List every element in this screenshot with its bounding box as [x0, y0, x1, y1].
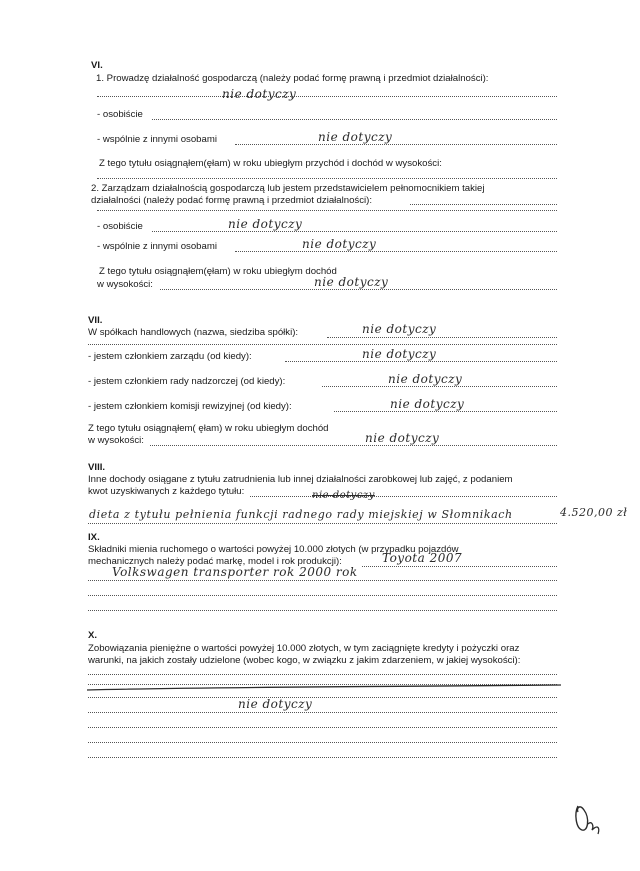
handwritten-answer: Toyota 2007 [382, 551, 463, 565]
answer-line [152, 231, 557, 232]
question-text: Inne dochody osiągane z tytułu zatrudnienia lub innej działalności zarobkowej lub zajęć, z podaniem [88, 474, 513, 485]
field-label: Z tego tytułu osiągnąłem(ęłam) w roku ubiegłym przychód i dochód w wysokości: [99, 158, 442, 169]
answer-line [235, 144, 557, 145]
answer-line [97, 210, 557, 211]
answer-line [152, 119, 557, 120]
answer-line [250, 496, 557, 497]
signature-initials [570, 800, 610, 840]
answer-line [362, 566, 557, 567]
handwritten-answer: nie dotyczy [238, 697, 313, 711]
field-label: Z tego tytułu osiągnąłem( ęłam) w roku ubiegłym dochód [88, 423, 329, 434]
answer-line [322, 386, 557, 387]
answer-line [235, 251, 557, 252]
handwritten-strike-line [85, 683, 565, 693]
answer-line [285, 361, 557, 362]
section-title: VII. [88, 315, 103, 326]
answer-line [97, 178, 557, 179]
section-title: X. [88, 630, 98, 641]
answer-line [88, 610, 557, 611]
question-text: Składniki mienia ruchomego o wartości powyżej 10.000 złotych (w przypadku pojazdów [88, 544, 459, 555]
handwritten-answer: nie dotyczy [228, 217, 303, 231]
field-label: Z tego tytułu osiągnąłem(ęłam) w roku ubiegłym dochód [99, 266, 337, 277]
question-text: warunki, na jakich zostały udzielone (wobec kogo, w związku z jakim zdarzeniem, w jakiej wysokości): [88, 655, 521, 666]
field-label: W spółkach handlowych (nazwa, siedziba spółki): [88, 327, 299, 338]
question-text: kwot uzyskiwanych z każdego tytułu: [88, 486, 245, 497]
answer-line [88, 712, 557, 713]
handwritten-answer: Volkswagen transporter rok 2000 rok [112, 565, 358, 579]
field-label: - jestem członkiem komisji rewizyjnej (od kiedy): [88, 401, 292, 412]
field-label: - jestem członkiem rady nadzorczej (od kiedy): [88, 376, 286, 387]
field-label: w wysokości: [97, 279, 153, 290]
answer-line [327, 337, 557, 338]
field-label: w wysokości: [88, 435, 144, 446]
handwritten-amount: 4.520,00 zł [560, 506, 628, 519]
answer-line [88, 727, 557, 728]
question-text: działalności (należy podać formę prawną i przedmiot działalności): [91, 195, 373, 206]
field-label: - osobiście [97, 221, 143, 232]
answer-line [88, 697, 557, 698]
answer-line [88, 757, 557, 758]
handwritten-answer: nie dotyczy [362, 347, 437, 361]
handwritten-answer: nie dotyczy [365, 431, 440, 445]
handwritten-answer: nie dotyczy [314, 275, 389, 289]
field-label: - wspólnie z innymi osobami [97, 134, 217, 145]
answer-line [88, 742, 557, 743]
question-text: mechanicznych należy podać markę, model i rok produkcji): [88, 556, 342, 567]
section-title: IX. [88, 532, 100, 543]
answer-line [88, 580, 557, 581]
question-text: 1. Prowadzę działalność gospodarczą (należy podać formę prawną i przedmiot działalności): [96, 73, 489, 84]
handwritten-answer: nie dotyczy [362, 322, 437, 336]
answer-line [160, 289, 557, 290]
field-label: - wspólnie z innymi osobami [97, 241, 217, 252]
answer-line [88, 674, 557, 675]
section-title: VI. [91, 60, 103, 71]
handwritten-answer: nie dotyczy [222, 87, 297, 101]
section-title: VIII. [88, 462, 106, 473]
answer-line [410, 204, 557, 205]
handwritten-answer: dieta z tytułu pełnienia funkcji radnego rady miejskiej w Słomnikach [89, 508, 513, 521]
handwritten-answer: nie dotyczy [318, 130, 393, 144]
answer-line [88, 523, 557, 524]
answer-line [88, 344, 557, 345]
answer-line [88, 595, 557, 596]
handwritten-answer: nie dotyczy [388, 372, 463, 386]
question-text: 2. Zarządzam działalnością gospodarczą lub jestem przedstawicielem pełnomocnikiem takiej [91, 183, 485, 194]
handwritten-answer: nie dotyczy [390, 397, 465, 411]
field-label: - osobiście [97, 109, 143, 120]
handwritten-correction: nie dotyczy [312, 490, 375, 501]
field-label: - jestem członkiem zarządu (od kiedy): [88, 351, 252, 362]
handwritten-answer: nie dotyczy [302, 237, 377, 251]
answer-line [334, 411, 557, 412]
answer-line [97, 96, 557, 97]
answer-line [150, 445, 557, 446]
question-text: Zobowiązania pieniężne o wartości powyżej 10.000 złotych, w tym zaciągnięte kredyty i pożyczki oraz [88, 643, 520, 654]
